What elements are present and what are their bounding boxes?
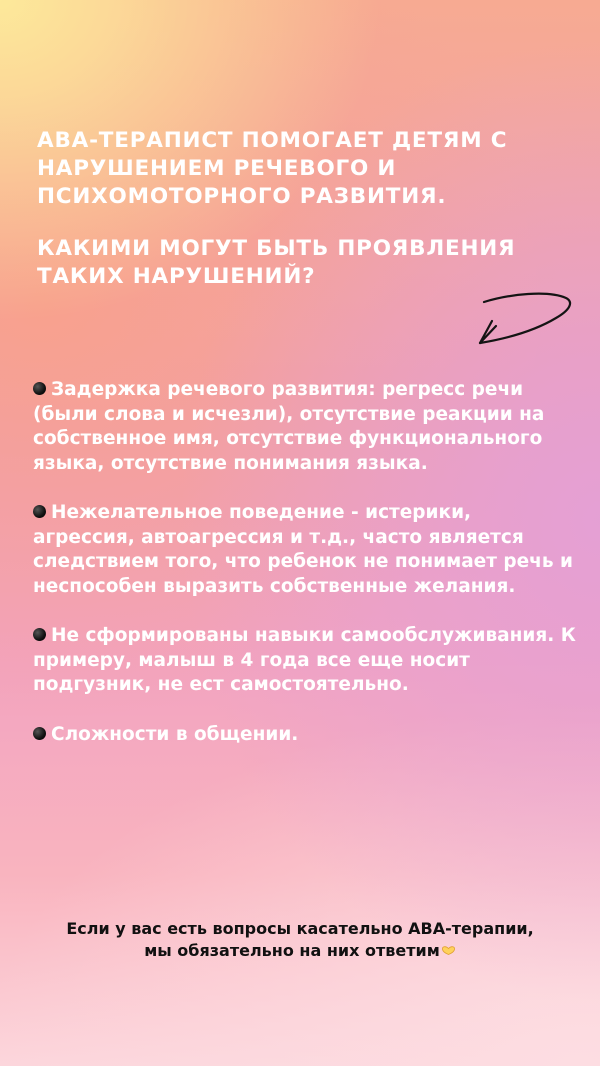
intro-heading <box>37 127 577 291</box>
symptom-list <box>33 378 578 772</box>
list-item-text: Не сформированы навыки самообслуживания. К примеру, малыш в 4 года все еще носит подгузник, не ест самостоятельно. <box>33 625 576 695</box>
footer-line-2: мы обязательно на них ответим <box>144 941 440 960</box>
list-item-text: Задержка речевого развития: регресс речи (были слова и исчезли), отсутствие реакции на собственное имя, отсутствие функционального языка, отсутствие понимания языка. <box>33 379 545 474</box>
footer-line-1: Если у вас есть вопросы касательно АВА-терапии, <box>66 919 534 938</box>
heading-question: КАКИМИ МОГУТ БЫТЬ ПРОЯВЛЕНИЯ ТАКИХ НАРУШЕНИЙ? <box>37 236 516 289</box>
footer-line-2-wrap <box>0 940 600 962</box>
bullet-icon <box>33 505 46 518</box>
list-item <box>33 378 578 476</box>
bullet-icon <box>33 727 46 740</box>
heading-statement: АВА-ТЕРАПИСТ ПОМОГАЕТ ДЕТЯМ С НАРУШЕНИЕМ РЕЧЕВОГО И ПСИХОМОТОРНОГО РАЗВИТИЯ. <box>37 128 508 209</box>
heart-hands-emoji-icon <box>441 945 456 955</box>
list-item-text: Сложности в общении. <box>51 723 299 745</box>
list-item-text: Нежелательное поведение - истерики, агрессия, автоагрессия и т.д., часто является следствием того, что ребенок не понимает речь и неспособен выразить собственные желания. <box>33 502 573 597</box>
hand-drawn-arrow-icon <box>470 286 580 348</box>
footer-note <box>0 918 600 962</box>
bullet-icon <box>33 628 46 641</box>
list-item <box>33 723 578 748</box>
list-item <box>33 501 578 599</box>
bullet-icon <box>33 382 46 395</box>
list-item <box>33 624 578 698</box>
